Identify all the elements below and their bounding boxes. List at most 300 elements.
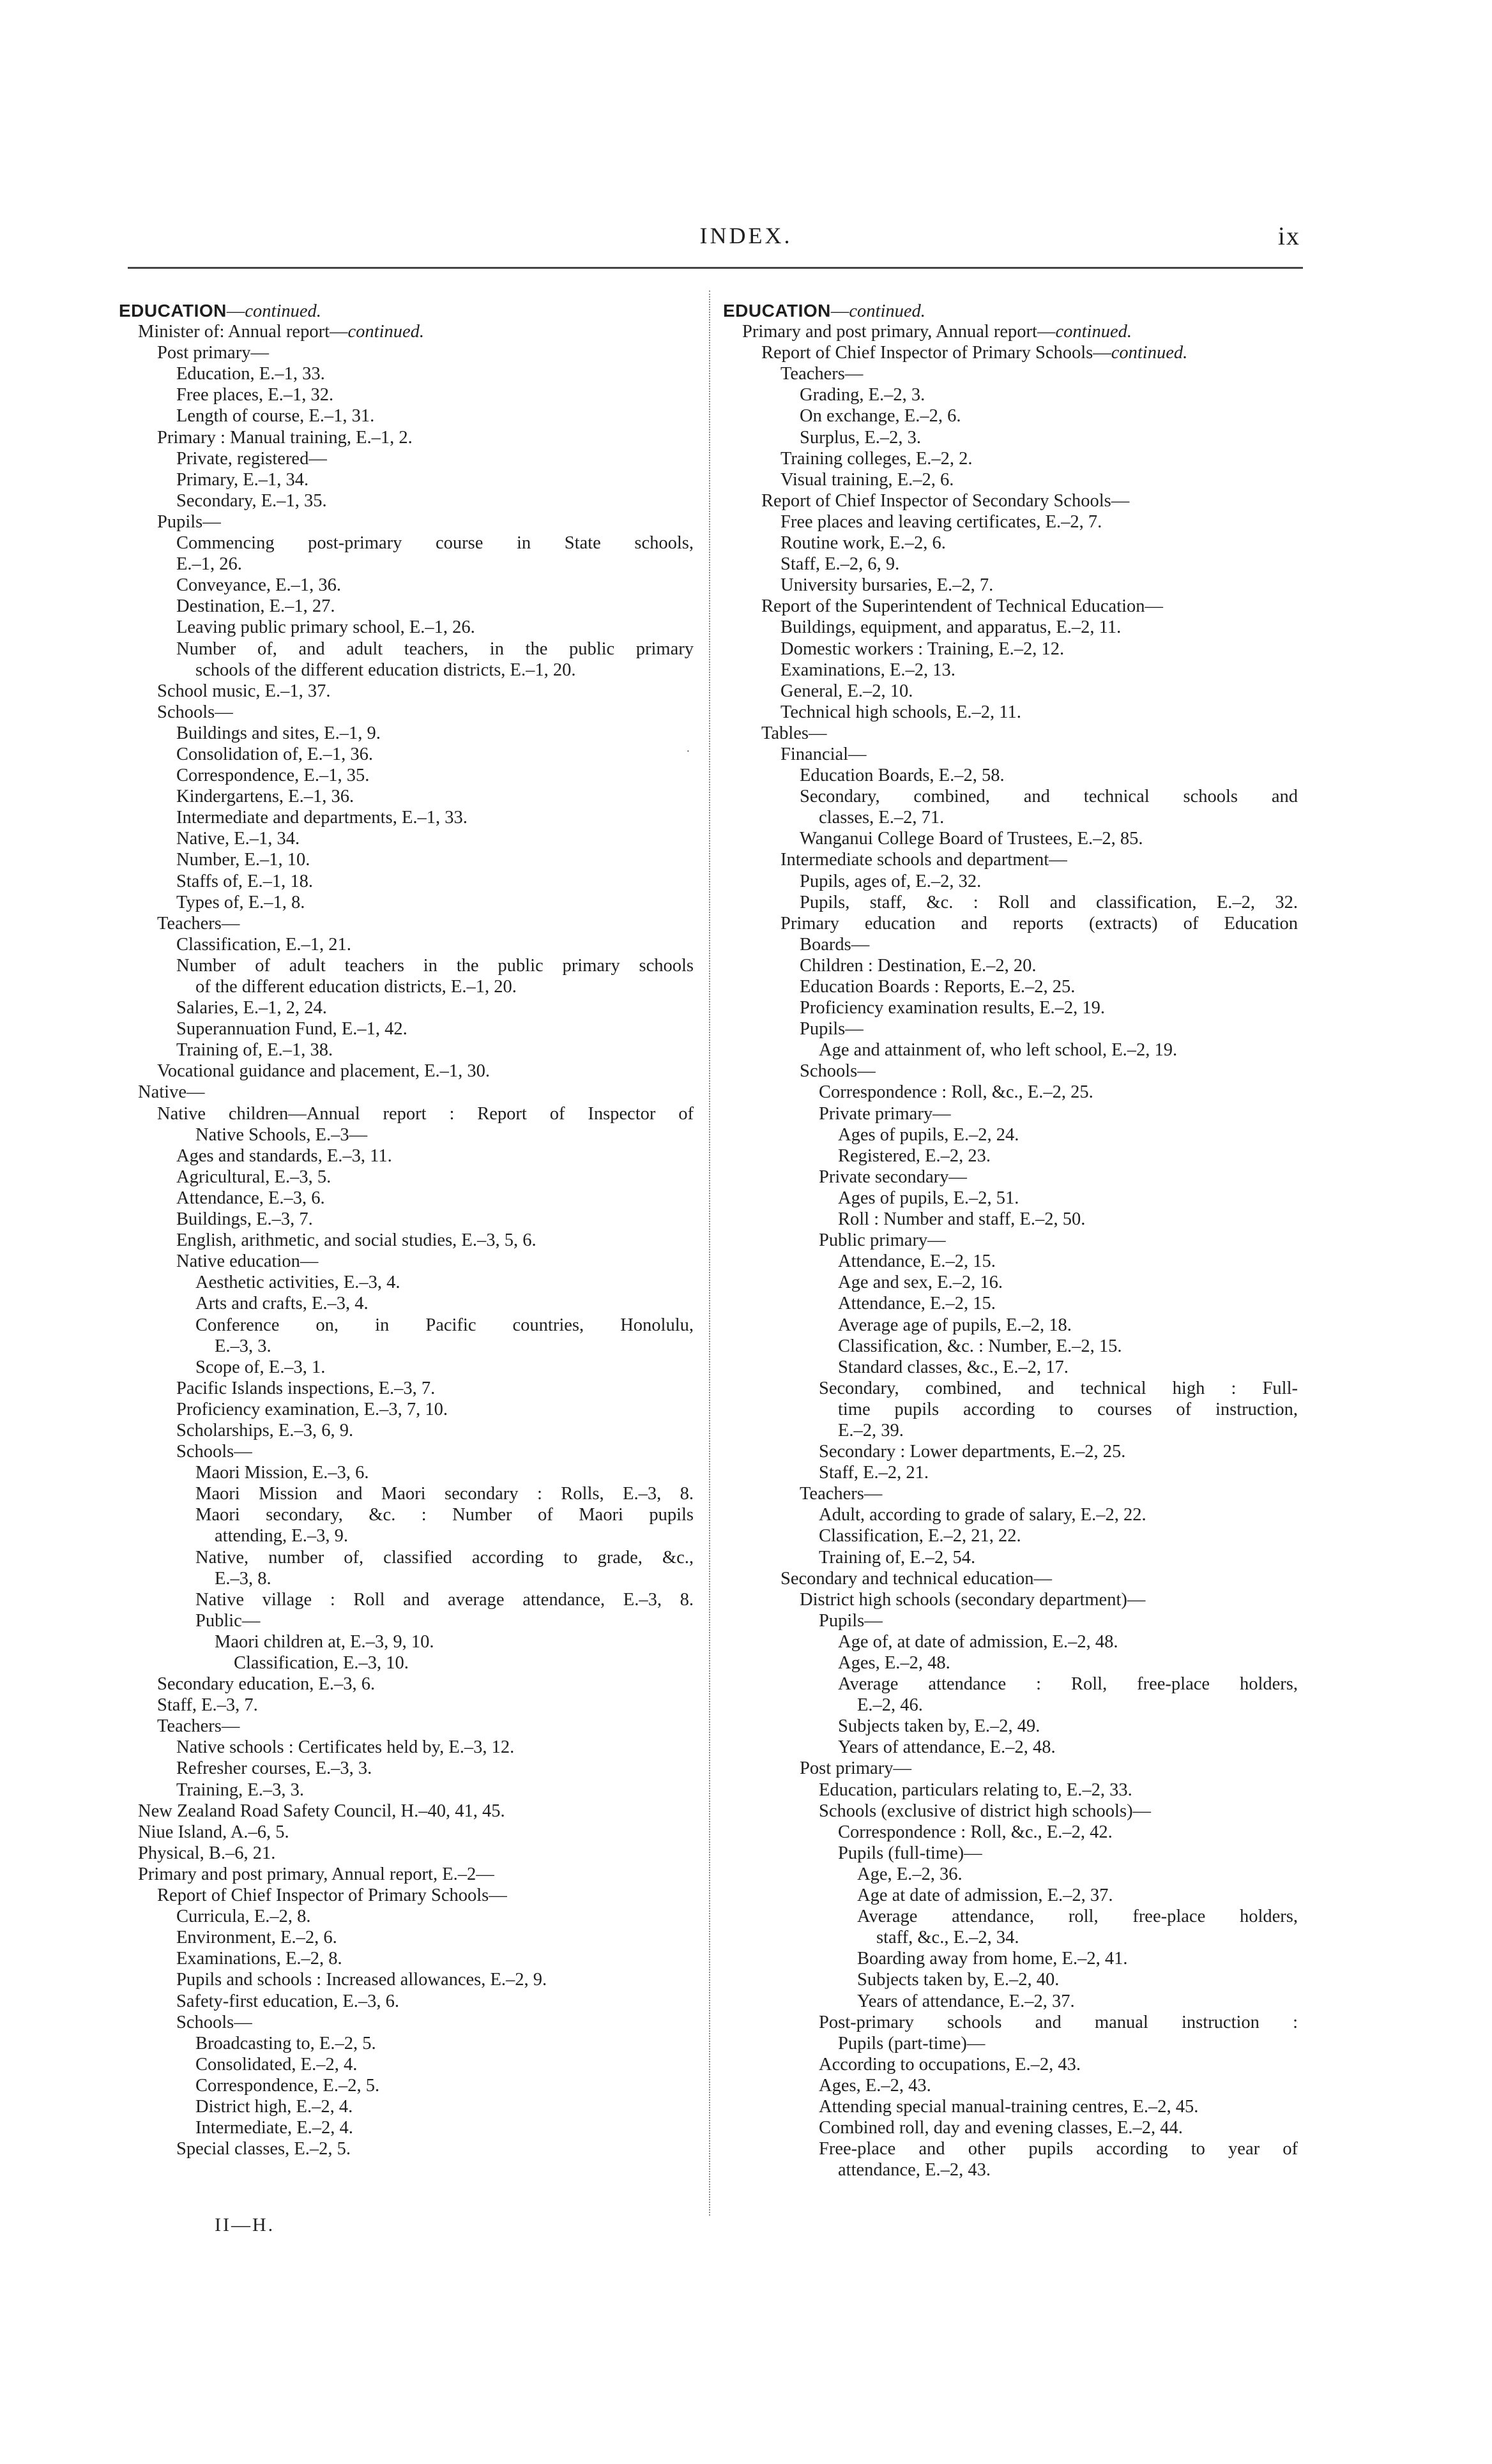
entry-text: Staff, E.–2, 6, 9. <box>780 554 900 575</box>
index-entry <box>119 702 694 723</box>
index-entry <box>119 1631 694 1652</box>
index-entry <box>119 786 694 807</box>
entry-text: Pupils— <box>800 1019 864 1039</box>
entry-text: Schools— <box>176 1442 252 1462</box>
index-entry <box>119 807 694 828</box>
index-entry <box>723 448 1298 469</box>
index-entry <box>723 892 1298 913</box>
index-entry <box>723 1843 1298 1864</box>
entry-text: Consolidated, E.–2, 4. <box>195 2054 358 2075</box>
entry-text: Maori secondary, &c. : Number of Maori pupils <box>195 1505 694 1525</box>
index-entry <box>723 1103 1298 1124</box>
entry-text: Types of, E.–1, 8. <box>176 892 305 912</box>
index-entry <box>119 1948 694 1969</box>
entry-text: Free places and leaving certificates, E.–2, 7. <box>780 511 1102 532</box>
index-entry <box>119 384 694 405</box>
index-entry <box>723 1822 1298 1843</box>
index-entry <box>119 617 694 638</box>
index-entry <box>119 1758 694 1779</box>
entry-text: Buildings, E.–3, 7. <box>176 1209 313 1230</box>
index-entry <box>723 934 1298 955</box>
index-entry <box>119 1547 694 1568</box>
index-entry <box>119 1927 694 1948</box>
entry-text: Teachers— <box>780 364 864 384</box>
index-entry <box>723 1758 1298 1779</box>
margin-mark: · <box>686 744 690 759</box>
entry-text: New Zealand Road Safety Council, H.–40, 41, 45. <box>138 1801 505 1821</box>
entry-text: Pupils and schools : Increased allowances, E.–2, 9. <box>176 1970 547 1990</box>
entry-text: Average attendance : Roll, free-place holders, <box>838 1674 1298 1695</box>
index-entry <box>723 1251 1298 1272</box>
entry-text: Native, E.–1, 34. <box>176 829 300 849</box>
index-entry <box>119 828 694 849</box>
index-entry <box>119 1864 694 1885</box>
entry-text: Secondary and technical education— <box>780 1568 1052 1589</box>
index-entry <box>119 1462 694 1483</box>
entry-text: attendance, E.–2, 43. <box>838 2160 991 2181</box>
entry-text: Length of course, E.–1, 31. <box>176 406 375 427</box>
entry-text: Attendance, E.–2, 15. <box>838 1294 996 1314</box>
index-entry <box>119 1251 694 1272</box>
entry-text: According to occupations, E.–2, 43. <box>819 2054 1081 2075</box>
entry-text: Buildings, equipment, and apparatus, E.–2, 11. <box>780 617 1122 638</box>
index-entry <box>119 1737 694 1758</box>
index-entry <box>723 913 1298 934</box>
index-entry <box>723 511 1298 533</box>
index-entry <box>119 300 694 321</box>
index-entry <box>723 469 1298 490</box>
entry-text: Native Schools, E.–3— <box>195 1124 368 1145</box>
index-entry <box>723 1462 1298 1483</box>
entry-text: Native education— <box>176 1251 319 1272</box>
entry-text: Staff, E.–3, 7. <box>157 1695 258 1716</box>
entry-text: Superannuation Fund, E.–1, 42. <box>176 1019 407 1039</box>
entry-text: Maori children at, E.–3, 9, 10. <box>215 1631 434 1652</box>
index-entry <box>723 976 1298 997</box>
entry-text: Number of, and adult teachers, in the public primary <box>176 639 694 659</box>
index-entry <box>119 575 694 596</box>
entry-text: E.–1, 26. <box>176 554 242 575</box>
index-entry <box>723 1293 1298 1314</box>
index-entry <box>723 1272 1298 1293</box>
entry-text: Ages of pupils, E.–2, 51. <box>838 1188 1019 1208</box>
entry-text: E.–2, 46. <box>857 1695 923 1716</box>
entry-text: Scope of, E.–3, 1. <box>195 1357 326 1377</box>
index-entry <box>119 1843 694 1864</box>
index-entry <box>723 744 1298 765</box>
entry-text: Consolidation of, E.–1, 36. <box>176 744 373 764</box>
continued-label: continued. <box>245 301 321 321</box>
entry-text: Correspondence : Roll, &c., E.–2, 25. <box>819 1082 1093 1103</box>
entry-text: Destination, E.–1, 27. <box>176 596 335 617</box>
entry-text: Ages, E.–2, 48. <box>838 1653 950 1673</box>
index-entry <box>119 1695 694 1716</box>
entry-text: Aesthetic activities, E.–3, 4. <box>195 1273 400 1293</box>
index-entry <box>723 871 1298 892</box>
continued-label: continued. <box>849 301 925 321</box>
index-entry <box>119 1293 694 1314</box>
index-entry <box>723 1906 1298 1927</box>
entry-text: Correspondence : Roll, &c., E.–2, 42. <box>838 1822 1113 1842</box>
entry-text: Teachers— <box>157 913 240 933</box>
entry-text: Post primary— <box>800 1758 911 1779</box>
index-entry <box>723 405 1298 427</box>
entry-text: Age and sex, E.–2, 16. <box>838 1273 1003 1293</box>
entry-text: Refresher courses, E.–3, 3. <box>176 1758 372 1779</box>
index-entry <box>119 1822 694 1843</box>
entry-text: Report of Chief Inspector of Primary Schools— <box>761 343 1111 363</box>
entry-text: Classification, E.–1, 21. <box>176 934 351 955</box>
entry-text: Primary education and reports (extracts) of Education <box>780 913 1298 933</box>
entry-text: attending, E.–3, 9. <box>215 1526 348 1546</box>
index-entry <box>119 1399 694 1420</box>
index-entry <box>723 1315 1298 1336</box>
entry-text: General, E.–2, 10. <box>780 681 913 701</box>
index-entry <box>119 871 694 892</box>
index-entry <box>723 786 1298 807</box>
entry-text: Attendance, E.–2, 15. <box>838 1251 996 1272</box>
index-entry <box>119 554 694 575</box>
entry-text: Broadcasting to, E.–2, 5. <box>195 2033 376 2053</box>
entry-text: District high schools (secondary department)— <box>800 1589 1146 1610</box>
index-entry <box>119 1272 694 1293</box>
index-entry <box>119 2012 694 2033</box>
index-entry <box>119 1061 694 1082</box>
entry-text: Proficiency examination, E.–3, 7, 10. <box>176 1399 448 1419</box>
entry-text: Years of attendance, E.–2, 48. <box>838 1737 1056 1758</box>
entry-text: Adult, according to grade of salary, E.–2, 22. <box>819 1505 1146 1525</box>
entry-text: Pupils— <box>819 1610 883 1631</box>
entry-text: Secondary, combined, and technical schools and <box>800 787 1298 807</box>
index-entry <box>119 976 694 997</box>
index-entry <box>723 490 1298 511</box>
page-number: ix <box>1277 222 1300 250</box>
section-heading: EDUCATION <box>723 301 831 321</box>
index-entry <box>723 1568 1298 1589</box>
entry-text: Classification, E.–2, 21, 22. <box>819 1526 1021 1546</box>
index-entry <box>723 1927 1298 1948</box>
entry-text: Environment, E.–2, 6. <box>176 1928 337 1948</box>
entry-text: Intermediate and departments, E.–1, 33. <box>176 808 468 828</box>
index-entry <box>723 2096 1298 2117</box>
index-entry <box>723 1695 1298 1716</box>
index-entry <box>723 1631 1298 1652</box>
entry-text: Training of, E.–1, 38. <box>176 1040 333 1061</box>
index-entry <box>119 955 694 976</box>
index-entry <box>723 1864 1298 1885</box>
entry-text: schools of the different education districts, E.–1, 20. <box>195 660 576 680</box>
index-entry <box>119 533 694 554</box>
index-entry <box>723 1801 1298 1822</box>
index-entry <box>723 660 1298 681</box>
index-entry <box>723 639 1298 660</box>
entry-text: English, arithmetic, and social studies, E.–3, 5, 6. <box>176 1230 537 1251</box>
entry-text: Native— <box>138 1082 205 1103</box>
entry-text: Scholarships, E.–3, 6, 9. <box>176 1420 354 1440</box>
index-entry <box>723 596 1298 617</box>
entry-text: Secondary education, E.–3, 6. <box>157 1674 376 1695</box>
index-entry <box>723 1504 1298 1525</box>
entry-text: Intermediate schools and department— <box>780 850 1067 870</box>
entry-text: Combined roll, day and evening classes, E.–2, 44. <box>819 2118 1183 2138</box>
index-entry <box>723 554 1298 575</box>
index-entry <box>723 1061 1298 1082</box>
index-entry <box>119 1039 694 1061</box>
entry-text: District high, E.–2, 4. <box>195 2096 353 2117</box>
heading-dash: — <box>830 301 849 321</box>
entry-text: Curricula, E.–2, 8. <box>176 1907 311 1927</box>
entry-text: Primary : Manual training, E.–1, 2. <box>157 427 413 448</box>
entry-text: Financial— <box>780 744 867 764</box>
index-entry <box>119 1525 694 1546</box>
entry-text: time pupils according to courses of instruction, <box>838 1399 1298 1419</box>
index-entry <box>723 702 1298 723</box>
index-entry <box>119 1082 694 1103</box>
index-entry <box>119 997 694 1018</box>
index-entry <box>119 1441 694 1462</box>
index-entry <box>723 2159 1298 2181</box>
entry-text: Primary and post primary, Annual report— <box>742 322 1056 342</box>
entry-text: Buildings and sites, E.–1, 9. <box>176 723 381 743</box>
index-entry <box>723 1780 1298 1801</box>
index-entry <box>119 469 694 490</box>
entry-text: Free-place and other pupils according to year of <box>819 2139 1298 2159</box>
entry-text: Routine work, E.–2, 6. <box>780 533 946 554</box>
index-entry <box>723 363 1298 384</box>
entry-text: Examinations, E.–2, 8. <box>176 1949 342 1969</box>
index-entry <box>723 1230 1298 1251</box>
entry-text: Report of Chief Inspector of Primary Schools— <box>157 1886 507 1906</box>
column-divider <box>709 291 710 2216</box>
index-entry <box>119 765 694 786</box>
entry-text: Tables— <box>761 723 827 743</box>
index-entry <box>119 1780 694 1801</box>
entry-text: University bursaries, E.–2, 7. <box>780 575 994 596</box>
index-entry <box>723 1082 1298 1103</box>
entry-text: Private primary— <box>819 1103 951 1124</box>
entry-text: Kindergartens, E.–1, 36. <box>176 787 354 807</box>
entry-text: Conference on, in Pacific countries, Honolulu, <box>195 1315 694 1335</box>
entry-text: Classification, &c. : Number, E.–2, 15. <box>838 1336 1122 1356</box>
index-entry <box>723 955 1298 976</box>
entry-text: Roll : Number and staff, E.–2, 50. <box>838 1209 1086 1230</box>
index-entry <box>119 1483 694 1504</box>
index-entry <box>119 1103 694 1124</box>
entry-text: Secondary, E.–1, 35. <box>176 490 327 511</box>
index-entry <box>119 427 694 448</box>
entry-text: Private secondary— <box>819 1167 967 1187</box>
index-entry <box>723 342 1298 363</box>
index-entry <box>119 1589 694 1610</box>
index-column-left <box>119 300 694 2159</box>
entry-text: Staff, E.–2, 21. <box>819 1463 929 1483</box>
index-entry <box>119 1167 694 1188</box>
index-entry <box>723 1716 1298 1737</box>
index-entry <box>119 1188 694 1209</box>
index-entry <box>723 2033 1298 2054</box>
index-entry <box>119 1969 694 1990</box>
entry-text: Classification, E.–3, 10. <box>234 1653 409 1673</box>
index-entry <box>119 660 694 681</box>
entry-text: Surplus, E.–2, 3. <box>800 427 922 448</box>
index-entry <box>723 1525 1298 1546</box>
entry-text: Private, registered— <box>176 448 327 469</box>
index-entry <box>723 2075 1298 2096</box>
entry-text: Boards— <box>800 934 870 955</box>
index-entry <box>119 1801 694 1822</box>
index-column-right <box>723 300 1298 2181</box>
entry-text: Intermediate, E.–2, 4. <box>195 2118 353 2138</box>
continued-label: continued. <box>1055 322 1132 342</box>
index-entry <box>119 2138 694 2159</box>
entry-text: Free places, E.–1, 32. <box>176 385 334 405</box>
index-entry <box>723 1652 1298 1674</box>
index-entry <box>119 1652 694 1674</box>
index-entry <box>119 892 694 913</box>
index-entry <box>119 1906 694 1927</box>
entry-text: Pupils (full-time)— <box>838 1843 982 1863</box>
entry-text: Primary, E.–1, 34. <box>176 469 309 490</box>
entry-text: Safety-first education, E.–3, 6. <box>176 1991 400 2011</box>
index-entry <box>119 913 694 934</box>
entry-text: Correspondence, E.–2, 5. <box>195 2075 380 2096</box>
index-entry <box>119 1610 694 1631</box>
entry-text: Report of Chief Inspector of Secondary Schools— <box>761 490 1130 511</box>
entry-text: Post primary— <box>157 343 269 363</box>
index-entry <box>723 849 1298 870</box>
entry-text: Education Boards, E.–2, 58. <box>800 766 1005 786</box>
index-entry <box>723 427 1298 448</box>
index-entry <box>119 321 694 342</box>
entry-text: Visual training, E.–2, 6. <box>780 469 954 490</box>
index-entry <box>119 596 694 617</box>
entry-text: Standard classes, &c., E.–2, 17. <box>838 1357 1069 1377</box>
index-entry <box>119 2117 694 2138</box>
index-entry <box>723 1969 1298 1990</box>
entry-text: Maori Mission, E.–3, 6. <box>195 1463 369 1483</box>
index-entry <box>723 1420 1298 1441</box>
index-entry <box>723 1039 1298 1061</box>
index-entry <box>723 1948 1298 1969</box>
entry-text: Subjects taken by, E.–2, 40. <box>857 1970 1060 1990</box>
entry-text: Minister of: Annual report— <box>138 322 348 342</box>
entry-text: Correspondence, E.–1, 35. <box>176 766 370 786</box>
entry-text: Pupils— <box>157 511 221 532</box>
entry-text: Special classes, E.–2, 5. <box>176 2139 351 2159</box>
index-entry <box>119 681 694 702</box>
entry-text: Native, number of, classified according to grade, &c., <box>195 1547 694 1568</box>
index-entry <box>119 1420 694 1441</box>
index-entry <box>723 1547 1298 1568</box>
entry-text: Schools— <box>157 702 233 722</box>
index-entry <box>119 1885 694 1906</box>
running-title: INDEX. <box>699 223 793 248</box>
index-entry <box>119 448 694 469</box>
index-entry <box>119 1991 694 2012</box>
entry-text: School music, E.–1, 37. <box>157 681 331 701</box>
entry-text: E.–2, 39. <box>838 1420 904 1440</box>
index-entry <box>723 575 1298 596</box>
entry-text: Domestic workers : Training, E.–2, 12. <box>780 639 1065 659</box>
index-entry <box>119 639 694 660</box>
index-entry <box>723 1610 1298 1631</box>
index-entry <box>723 828 1298 849</box>
index-entry <box>723 681 1298 702</box>
entry-text: Age of, at date of admission, E.–2, 48. <box>838 1631 1118 1652</box>
entry-text: Attending special manual-training centres, E.–2, 45. <box>819 2096 1199 2117</box>
entry-text: Average attendance, roll, free-place holders, <box>857 1907 1298 1927</box>
index-entry <box>119 342 694 363</box>
continued-label: continued. <box>347 322 425 342</box>
index-entry <box>723 321 1298 342</box>
index-entry <box>723 1167 1298 1188</box>
entry-text: Pupils (part-time)— <box>838 2033 986 2053</box>
index-entry <box>723 1018 1298 1039</box>
index-entry <box>723 1378 1298 1399</box>
index-entry <box>723 1124 1298 1145</box>
entry-text: Training of, E.–2, 54. <box>819 1547 976 1568</box>
entry-text: Physical, B.–6, 21. <box>138 1843 276 1863</box>
entry-text: Post-primary schools and manual instruction : <box>819 2012 1298 2032</box>
entry-text: Secondary, combined, and technical high : Full- <box>819 1378 1298 1398</box>
index-entry <box>119 1209 694 1230</box>
index-entry <box>119 1504 694 1525</box>
section-heading: EDUCATION <box>119 301 227 321</box>
index-entry <box>119 1145 694 1167</box>
entry-text: Public primary— <box>819 1230 946 1251</box>
entry-text: Education, E.–1, 33. <box>176 364 325 384</box>
entry-text: Education Boards : Reports, E.–2, 25. <box>800 977 1076 997</box>
entry-text: Salaries, E.–1, 2, 24. <box>176 998 327 1018</box>
entry-text: Niue Island, A.–6, 5. <box>138 1822 289 1842</box>
index-entry <box>119 723 694 744</box>
index-entry <box>723 1483 1298 1504</box>
entry-text: Schools— <box>800 1061 876 1082</box>
index-entry <box>119 1378 694 1399</box>
index-entry <box>723 1336 1298 1357</box>
entry-text: Proficiency examination results, E.–2, 19. <box>800 998 1106 1018</box>
index-entry <box>119 1124 694 1145</box>
index-entry <box>723 2117 1298 2138</box>
continued-label: continued. <box>1111 343 1188 363</box>
entry-text: On exchange, E.–2, 6. <box>800 406 961 427</box>
entry-text: Pupils, ages of, E.–2, 32. <box>800 871 982 891</box>
entry-text: of the different education districts, E.–1, 20. <box>195 977 517 997</box>
index-entry <box>723 807 1298 828</box>
entry-text: Attendance, E.–3, 6. <box>176 1188 325 1208</box>
entry-text: Agricultural, E.–3, 5. <box>176 1167 331 1187</box>
index-entry <box>119 1568 694 1589</box>
index-entry <box>119 744 694 765</box>
index-entry <box>723 617 1298 638</box>
entry-text: Secondary : Lower departments, E.–2, 25. <box>819 1442 1126 1462</box>
index-entry <box>723 723 1298 744</box>
index-entry <box>119 1716 694 1737</box>
entry-text: Teachers— <box>800 1484 883 1504</box>
entry-text: Examinations, E.–2, 13. <box>780 660 955 680</box>
entry-text: Training, E.–3, 3. <box>176 1780 305 1800</box>
entry-text: Number, E.–1, 10. <box>176 850 310 870</box>
entry-text: Number of adult teachers in the public primary schools <box>176 955 694 976</box>
header-rule <box>128 267 1303 269</box>
entry-text: Maori Mission and Maori secondary : Rolls, E.–3, 8. <box>195 1484 694 1504</box>
index-entry <box>723 2012 1298 2033</box>
entry-text: Native children—Annual report : Report of Inspector of <box>157 1103 694 1124</box>
index-entry <box>723 1885 1298 1906</box>
entry-text: Staffs of, E.–1, 18. <box>176 871 314 891</box>
signature-mark: II—H. <box>215 2214 275 2235</box>
entry-text: Average age of pupils, E.–2, 18. <box>838 1315 1072 1335</box>
